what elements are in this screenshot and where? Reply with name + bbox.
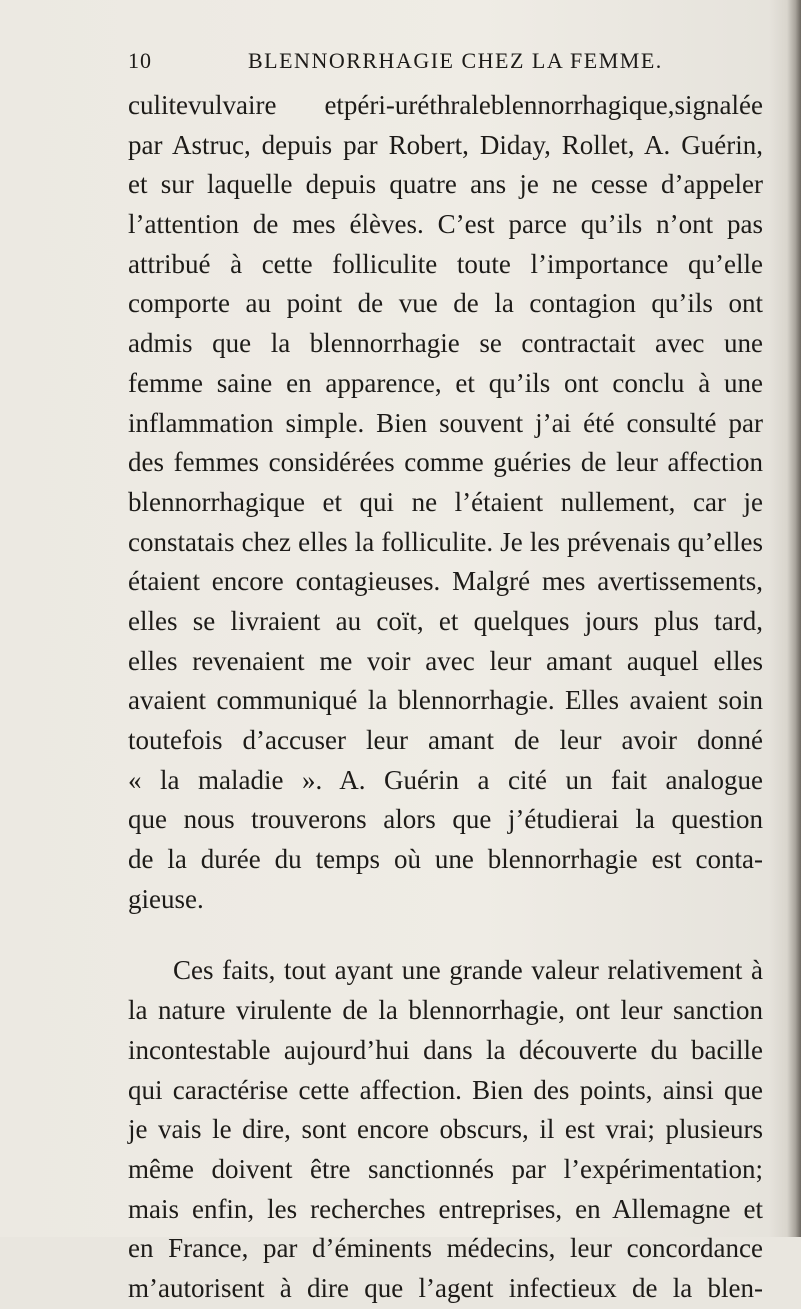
text-line: culitevulvaire etpéri-uréthraleblennorrhagique,signalée [128, 90, 763, 120]
text-line: femme saine en apparence, et qu’ils ont conclu à une [128, 367, 763, 398]
text-line: comporte au point de vue de la contagion qu’ils ont [128, 288, 763, 319]
text-line: m’autorisent à dire que l’agent infectieux de la blen- [128, 1272, 763, 1303]
text-line: l’attention de mes élèves. C’est parce qu’ils n’ont pas [128, 209, 763, 240]
text-line: que nous trouverons alors que j’étudierai la question [128, 804, 763, 835]
text-line: par Astruc, depuis par Robert, Diday, Rollet, A. Guérin, [128, 129, 763, 160]
text-line: et sur laquelle depuis quatre ans je ne cesse d’appeler [128, 169, 763, 200]
text-line: de la durée du temps où une blennorrhagie est conta- [128, 844, 763, 875]
paragraph-1 [128, 86, 763, 919]
text-line: incontestable aujourd’hui dans la découverte du bacille [128, 1034, 763, 1065]
text-line: gieuse. [128, 883, 204, 914]
text-line: Ces faits, tout ayant une grande valeur relativement à [173, 955, 763, 986]
text-line: blennorrhagique et qui ne l’étaient nullement, car je [128, 486, 763, 517]
text-line: mais enfin, les recherches entreprises, en Allemagne et [128, 1193, 763, 1224]
text-line: elles revenaient me voir avec leur amant auquel elles [128, 645, 763, 676]
body-text [128, 86, 763, 1309]
text-line: la nature virulente de la blennorrhagie, ont leur sanction [128, 995, 763, 1026]
page-number: 10 [128, 48, 152, 73]
paragraph-2 [128, 951, 763, 1308]
text-line: avaient communiqué la blennorrhagie. Elles avaient soin [128, 685, 763, 716]
text-line: attribué à cette folliculite toute l’importance qu’elle [128, 248, 763, 279]
running-head [128, 48, 748, 78]
page-edge-shadow [787, 0, 801, 1237]
text-line: qui caractérise cette affection. Bien des points, ainsi que [128, 1074, 763, 1105]
running-title: BLENNORRHAGIE CHEZ LA FEMME. [248, 48, 663, 73]
text-line: constatais chez elles la folliculite. Je les prévenais qu’elles [128, 526, 763, 557]
text-line: « la maladie ». A. Guérin a cité un fait analogue [128, 764, 763, 795]
text-line: inflammation simple. Bien souvent j’ai été consulté par [128, 407, 763, 438]
text-line: admis que la blennorrhagie se contractait avec une [128, 328, 763, 359]
text-line: en France, par d’éminents médecins, leur concordance [128, 1233, 763, 1264]
text-line: étaient encore contagieuses. Malgré mes avertissements, [128, 566, 763, 597]
text-line: elles se livraient au coït, et quelques jours plus tard, [128, 605, 763, 636]
text-line: toutefois d’accuser leur amant de leur avoir donné [128, 725, 763, 755]
text-line: même doivent être sanctionnés par l’expérimentation; [128, 1153, 763, 1184]
text-line: je vais le dire, sont encore obscurs, il est vrai; plusieurs [128, 1114, 763, 1145]
text-line: des femmes considérées comme guéries de leur affection [128, 447, 763, 478]
paragraph-spacer [128, 919, 763, 951]
